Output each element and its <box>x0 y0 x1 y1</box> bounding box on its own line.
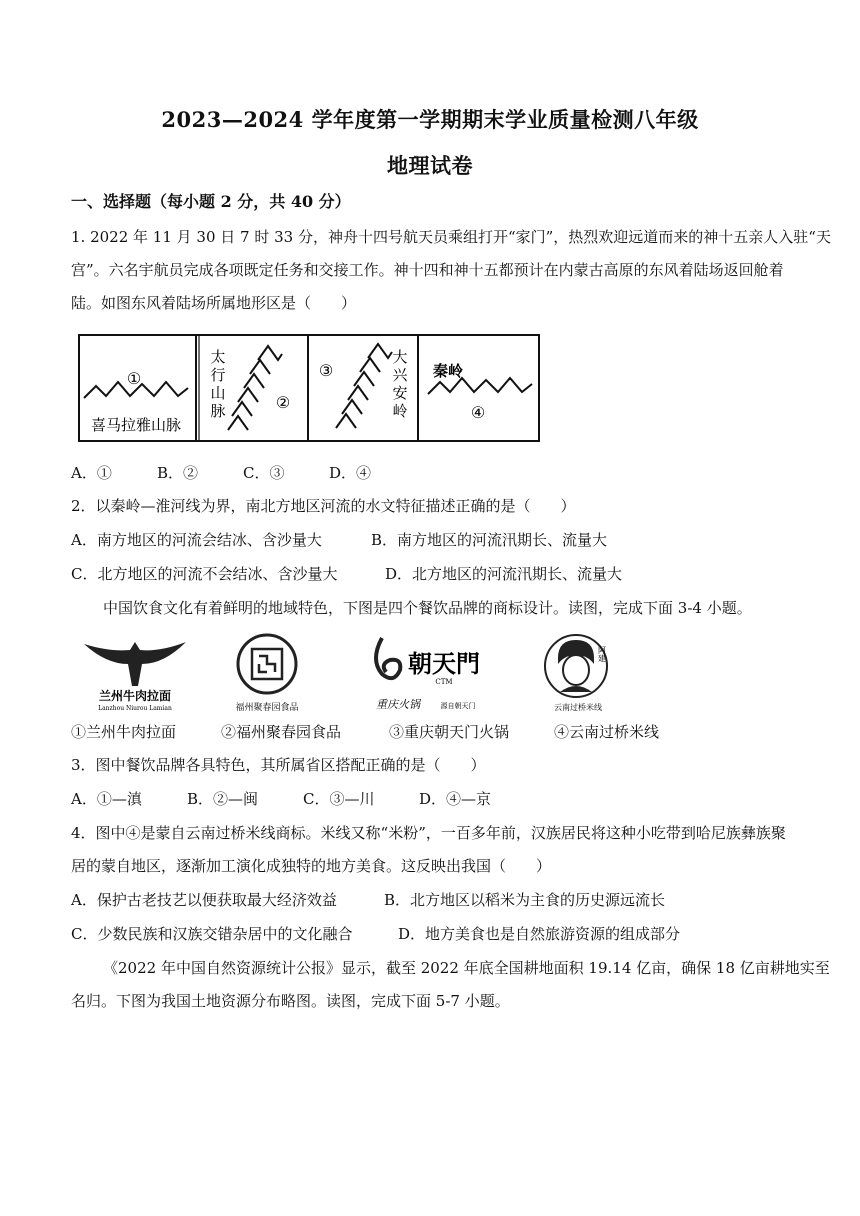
q2-option-a[interactable]: A．南方地区的河流会结冰、含沙量大 <box>71 531 322 549</box>
panel-4-number: ④ <box>470 403 486 422</box>
logo-guoqiao-mixian <box>540 630 618 714</box>
panel-4-label: 秦岭 <box>432 362 464 380</box>
taihang-char-3: 山 <box>210 384 226 402</box>
intro-5-7-line-2: 名归。下图为我国土地资源分布略图。读图，完成下面 5-7 小题。 <box>71 992 510 1010</box>
taihang-char-4: 脉 <box>210 402 226 420</box>
lanzhou-logo-sub: Lanzhou Niurou Lamian <box>98 705 172 712</box>
exam-title: 2023—2024 学年度第一学期期末学业质量检测八年级 <box>161 107 699 132</box>
lanzhou-logo-text: 兰州牛肉拉面 <box>98 689 172 703</box>
logo-caption-1: ①兰州牛肉拉面 <box>71 723 177 741</box>
q2-stem: 2．以秦岭—淮河线为界，南北方地区河流的水文特征描述正确的是（ ） <box>71 497 576 515</box>
q1-option-c[interactable]: C．③ <box>243 464 285 482</box>
panel-3-number: ③ <box>318 361 334 380</box>
daxing-char-4: 岭 <box>392 402 408 420</box>
section-heading: 一、选择题（每小题 2 分，共 40 分） <box>71 192 351 211</box>
q3-option-b[interactable]: B．②—闽 <box>187 790 259 808</box>
q2-option-b[interactable]: B．南方地区的河流汛期长、流量大 <box>371 531 608 549</box>
daxing-char-3: 安 <box>392 384 408 402</box>
panel-1-number: ① <box>126 369 142 388</box>
daxing-char-2: 兴 <box>392 366 408 384</box>
juchunyuan-logo-text: 福州聚春园食品 <box>235 703 299 713</box>
q3-option-a[interactable]: A．①—滇 <box>71 790 142 808</box>
q4-line-2: 居的蒙自地区，逐渐加工演化成独特的地方美食。这反映出我国（ ） <box>71 857 552 875</box>
chaotianmen-logo-sub3: 源自朝天门 <box>440 702 476 710</box>
q3-stem: 3．图中餐饮品牌各具特色，其所属省区搭配正确的是（ ） <box>71 756 486 774</box>
chaotianmen-logo-ctm: CTM <box>435 678 453 686</box>
taihang-char-1: 太 <box>210 348 226 366</box>
intro-5-7-line-1: 《2022 年中国自然资源统计公报》显示，截至 2022 年底全国耕地面积 19.14 亿亩，确保 18 亿亩耕地实至 <box>103 959 830 977</box>
q3-option-d[interactable]: D．④—京 <box>419 790 492 808</box>
chaotianmen-logo-sub: 重庆火锅 <box>376 698 420 711</box>
exam-subtitle: 地理试卷 <box>387 153 473 178</box>
logo-lanzhou-lamian <box>80 634 190 712</box>
guoqiao-logo-text: 阿建 <box>597 646 607 662</box>
terrain-panel-taihang <box>210 346 290 430</box>
logo-chaotianmen <box>368 630 492 716</box>
q2-option-d[interactable]: D．北方地区的河流汛期长、流量大 <box>385 565 623 583</box>
q3-option-c[interactable]: C．③—川 <box>303 790 375 808</box>
logo-caption-2: ②福州聚春园食品 <box>221 723 342 741</box>
logo-juchunyuan <box>226 630 308 714</box>
terrain-figure <box>78 334 540 442</box>
q4-option-b[interactable]: B．北方地区以稻米为主食的历史源远流长 <box>384 891 666 909</box>
daxing-char-1: 大 <box>392 348 408 366</box>
q4-option-c[interactable]: C．少数民族和汉族交错杂居中的文化融合 <box>71 925 353 943</box>
q1-line-1: 1. 2022 年 11 月 30 日 7 时 33 分，神舟十四号航天员乘组打开“家门”，热烈欢迎远道而来的神十五亲人入驻“天 <box>71 228 831 246</box>
panel-1-label: 喜马拉雅山脉 <box>90 416 182 434</box>
chaotianmen-logo-text: 朝天門 <box>408 649 480 678</box>
terrain-panel-daxinganling <box>319 344 409 428</box>
panel-2-number: ② <box>275 393 291 412</box>
intro-3-4: 中国饮食文化有着鲜明的地域特色，下图是四个餐饮品牌的商标设计。读图，完成下面 3-4 小题。 <box>103 599 752 617</box>
terrain-panel-himalaya <box>84 369 188 434</box>
q1-line-3: 陆。如图东风着陆场所属地形区是（ ） <box>71 294 357 312</box>
q1-option-a[interactable]: A．① <box>71 464 112 482</box>
q1-option-d[interactable]: D．④ <box>329 464 372 482</box>
q4-line-1: 4．图中④是蒙自云南过桥米线商标。米线又称“米粉”，一百多年前，汉族居民将这种小吃带到哈尼族彝族聚 <box>71 824 786 842</box>
q1-line-2: 宫”。六名宇航员完成各项既定任务和交接工作。神十四和神十五都预计在内蒙古高原的东风着陆场返回舱着 <box>71 261 784 279</box>
q4-option-a[interactable]: A．保护古老技艺以便获取最大经济效益 <box>71 891 337 909</box>
logo-caption-4: ④云南过桥米线 <box>554 723 660 741</box>
q1-option-b[interactable]: B．② <box>157 464 199 482</box>
logo-caption-3: ③重庆朝天门火锅 <box>389 723 510 741</box>
guoqiao-logo-sub: 云南过桥米线 <box>554 703 602 712</box>
q4-option-d[interactable]: D．地方美食也是自然旅游资源的组成部分 <box>398 925 681 943</box>
q2-option-c[interactable]: C．北方地区的河流不会结冰、含沙量大 <box>71 565 338 583</box>
taihang-char-2: 行 <box>210 366 226 384</box>
terrain-panel-qinling <box>428 362 532 422</box>
